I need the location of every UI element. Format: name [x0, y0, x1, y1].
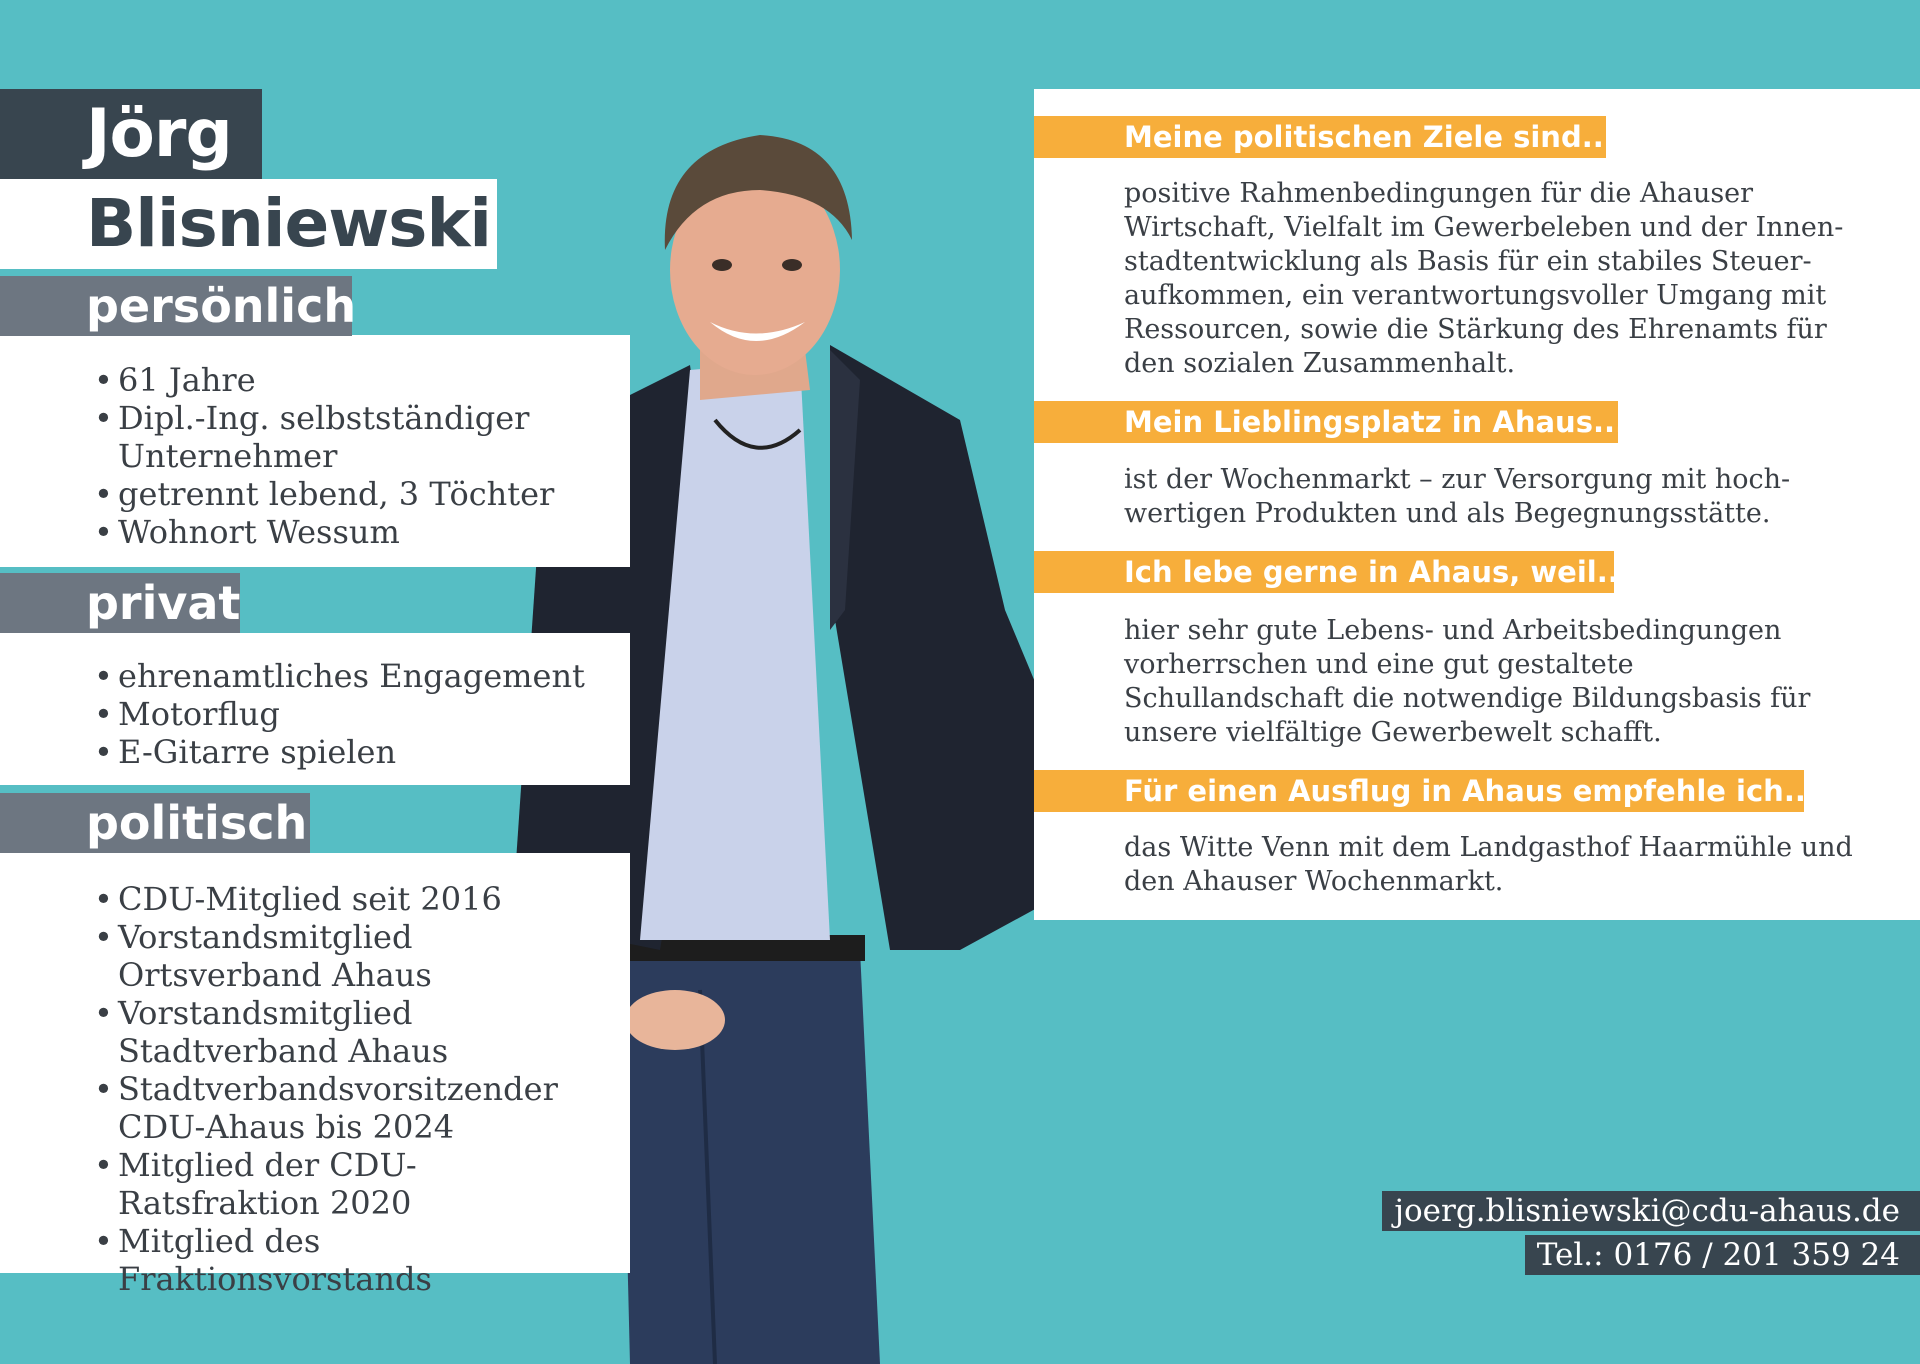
list-item: • Vorstandsmitglied Stadtverband Ahaus	[88, 994, 618, 1070]
list-item: • Stadtverbandsvorsitzender CDU-Ahaus bis 2024	[88, 1070, 618, 1146]
list-item: • getrennt lebend, 3 Töchter	[88, 475, 608, 513]
politisch-list	[88, 880, 618, 1298]
contact-email[interactable]: joerg.blisniewski@cdu-ahaus.de	[1382, 1191, 1920, 1231]
goal-heading: Meine politischen Ziele sind...	[1034, 116, 1606, 158]
persoenlich-list	[88, 361, 608, 551]
list-item: • Wohnort Wessum	[88, 513, 608, 551]
last-name: Blisniewski	[0, 179, 497, 269]
list-item: • E-Gitarre spielen	[88, 733, 608, 771]
list-item: • Dipl.-Ing. selbstständiger Unternehmer	[88, 399, 608, 475]
privat-list	[88, 657, 608, 771]
goal-heading: Mein Lieblingsplatz in Ahaus...	[1034, 401, 1618, 443]
list-item: • 61 Jahre	[88, 361, 608, 399]
list-item: • CDU-Mitglied seit 2016	[88, 880, 618, 918]
section-head-persoenlich: persönlich	[0, 276, 352, 336]
list-item: • Vorstandsmitglied Ortsverband Ahaus	[88, 918, 618, 994]
goal-text: hier sehr gute Lebens- und Arbeitsbedingungen vorherrschen und eine gut gestaltete Schullandschaft die notwendige Bildungsbasis für unsere vielfältige Gewerbewelt schafft.	[1124, 615, 1811, 748]
goal-heading: Ich lebe gerne in Ahaus, weil...	[1034, 551, 1614, 593]
goal-text: das Witte Venn mit dem Landgasthof Haarmühle und den Ahauser Wochenmarkt.	[1124, 832, 1853, 897]
list-item: • Motorflug	[88, 695, 608, 733]
goal-heading: Für einen Ausflug in Ahaus empfehle ich...	[1034, 770, 1804, 812]
list-item: • Mitglied der CDU-Ratsfraktion 2020	[88, 1146, 618, 1222]
contact-phone: Tel.: 0176 / 201 359 24	[1525, 1235, 1920, 1275]
list-item: • Mitglied des Fraktionsvorstands	[88, 1222, 618, 1298]
section-head-privat: privat	[0, 573, 240, 633]
first-name: Jörg	[0, 89, 262, 179]
section-head-politisch: politisch	[0, 793, 310, 853]
goal-text: ist der Wochenmarkt – zur Versorgung mit hoch-wertigen Produkten und als Begegnungsstätte.	[1124, 464, 1791, 529]
goal-text: positive Rahmenbedingungen für die Ahauser Wirtschaft, Vielfalt im Gewerbeleben und der Innen-stadtentwicklung als Basis für ein stabiles Steuer-aufkommen, ein verantwortungsvoller Umgang mit Ressourcen, sowie die Stärkung des Ehrenamts für den sozialen Zusammenhalt.	[1124, 178, 1844, 379]
list-item: • ehrenamtliches Engagement	[88, 657, 608, 695]
